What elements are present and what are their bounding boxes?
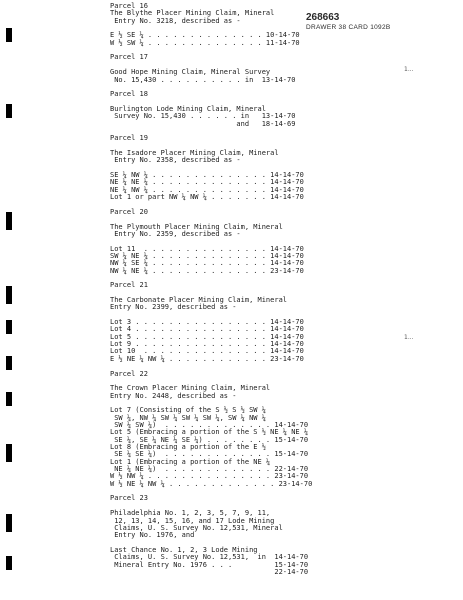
document-line: The Carbonate Placer Mining Claim, Mineral: [110, 296, 288, 304]
document-line: Survey No. 15,430 . . . . . . in 13-14-70: [110, 112, 296, 121]
document-line: Lot 9 . . . . . . . . . . . . . . . . 14-14-70: [110, 340, 304, 349]
document-line: SW ¼ NE ¼ . . . . . . . . . . . . . . 14-14-70: [110, 251, 304, 260]
punch-hole: [6, 104, 12, 118]
document-line: 22-14-70: [110, 567, 309, 576]
document-line: SW ¼ SW ¼) . . . . . . . . . . . . . 14-14-70: [110, 420, 309, 429]
document-line: W ½ NE ¼ NW ¼ . . . . . . . . . . . . . 23-14-70: [110, 479, 313, 488]
document-line: Lot 8 (Embracing a portion of the E ½: [110, 443, 266, 451]
document-line: NW ¼ SE ¼ . . . . . . . . . . . . . . 14-14-70: [110, 259, 304, 268]
document-line: E ½ NE ¼ NW ¼ . . . . . . . . . . . . 23-14-70: [110, 354, 304, 363]
punch-hole: [6, 514, 12, 532]
document-line: W ½ NW ¼ . . . . . . . . . . . . . . . 23-14-70: [110, 472, 309, 481]
document-line: and 18-14-69: [110, 119, 296, 128]
parcel-heading: Parcel 23: [110, 494, 148, 503]
punch-hole: [6, 212, 12, 230]
document-line: SE ¼ NW ¼ . . . . . . . . . . . . . . 14-14-70: [110, 171, 304, 180]
document-line: Lot 1 or part NW ¼ NW ¼ . . . . . . . 14-14-70: [110, 193, 304, 202]
parcel-heading: Parcel 19: [110, 134, 148, 143]
document-line: Philadelphia No. 1, 2, 3, 5, 7, 9, 11,: [110, 509, 271, 518]
parcel-heading: Parcel 20: [110, 207, 148, 216]
document-line: Lot 7 (Consisting of the S ½ S ½ SW ¼: [110, 406, 266, 415]
margin-mark: 1...: [404, 334, 414, 341]
document-line: Lot 10 . . . . . . . . . . . . . . . 14-14-70: [110, 347, 304, 356]
document-line: SW ¼, NW ¼ SW ¼ SW ¼ SW ¼, SW ¼ NW ¼: [110, 413, 266, 422]
document-line: Good Hope Mining Claim, Mineral Survey: [110, 68, 271, 77]
document-line: NE ¼ NE ¼ . . . . . . . . . . . . . . 14-14-70: [110, 178, 304, 187]
document-line: NW ¼ NE ¼ . . . . . . . . . . . . . . 23-14-70: [110, 266, 304, 275]
document-line: NE ¼ NW ¼ . . . . . . . . . . . . . . 14-14-70: [110, 185, 304, 194]
document-line: SE ¼, SE ¼ NE ¼ SE ¼) . . . . . . . . 15-14-70: [110, 435, 309, 444]
document-line: Burlington Lode Mining Claim, Mineral: [110, 104, 266, 113]
parcel-heading: Parcel 18: [110, 90, 148, 99]
punch-hole: [6, 320, 12, 334]
punch-hole: [6, 392, 12, 406]
document-line: 12, 13, 14, 15, 16, and 17 Lode Mining: [110, 516, 275, 525]
document-line: Lot 11 . . . . . . . . . . . . . . . 14-14-70: [110, 244, 304, 253]
document-line: W ½ SW ¼ . . . . . . . . . . . . . . 11-14-70: [110, 38, 300, 47]
parcel-heading: Parcel 21: [110, 281, 148, 290]
document-line: Entry No. 1976, and: [110, 531, 195, 540]
document-line: Claims, U. S. Survey No. 12,531, in 14-14-70: [110, 553, 309, 562]
document-line: E ½ SE ¼ . . . . . . . . . . . . . . 10-14-70: [110, 31, 300, 40]
document-line: SE ¼ SE ¼) . . . . . . . . . . . . . 15-14-70: [110, 450, 309, 459]
punch-hole: [6, 286, 12, 304]
parcel-heading: Parcel 16: [110, 2, 148, 10]
document-line: Entry No. 2359, described as -: [110, 229, 241, 238]
document-line: Last Chance No. 1, 2, 3 Lode Mining: [110, 545, 258, 554]
document-line: No. 15,430 . . . . . . . . . . in 13-14-70: [110, 75, 296, 84]
document-line: Lot 3 . . . . . . . . . . . . . . . . 14-14-70: [110, 318, 304, 327]
document-line: Lot 5 (Embracing a portion of the S ½ NE ¼ NE ¼: [110, 428, 309, 437]
document-line: The Plymouth Placer Mining Claim, Mineral: [110, 222, 283, 231]
document-line: The Blythe Placer Mining Claim, Mineral: [110, 9, 275, 18]
margin-mark: 1...: [404, 66, 414, 73]
punch-hole: [6, 444, 12, 462]
document-line: Lot 1 (Embracing a portion of the NE ¼: [110, 457, 271, 466]
document-line: Claims, U. S. Survey No. 12,531, Mineral: [110, 523, 283, 532]
drawer-card-stamp: DRAWER 38 CARD 1092B: [306, 24, 391, 31]
parcel-heading: Parcel 22: [110, 369, 148, 378]
document-line: NE ¼ NE ¼) . . . . . . . . . . . . . 22-14-70: [110, 465, 309, 474]
document-line: Lot 5 . . . . . . . . . . . . . . . . 14-14-70: [110, 332, 304, 341]
document-line: Lot 4 . . . . . . . . . . . . . . . . 14-14-70: [110, 325, 304, 334]
document-line: Entry No. 3218, described as -: [110, 16, 241, 25]
parcel-heading: Parcel 17: [110, 53, 148, 62]
punch-hole: [6, 356, 12, 370]
document-line: The Isadore Placer Mining Claim, Mineral: [110, 149, 279, 157]
punch-hole: [6, 556, 12, 570]
document-line: Entry No. 2399, described as -: [110, 303, 237, 312]
document-line: Entry No. 2448, described as -: [110, 391, 237, 400]
punch-hole: [6, 28, 12, 42]
document-line: Mineral Entry No. 1976 . . . 15-14-70: [110, 560, 309, 569]
document-line: Entry No. 2358, described as -: [110, 156, 241, 165]
document-line: The Crown Placer Mining Claim, Mineral: [110, 384, 271, 393]
document-number-stamp: 268663: [306, 12, 340, 23]
